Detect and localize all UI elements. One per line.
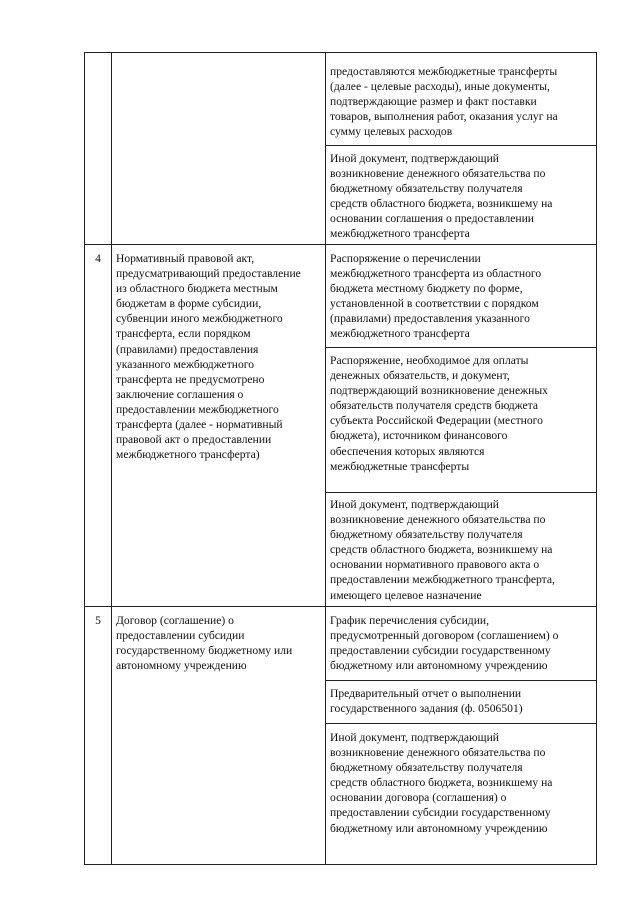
table-border-left (84, 52, 85, 864)
document-cell: График перечисления субсидии, предусмотренный договором (соглашением) о предоставлении субсидии государственному бюджетному или автономному учреждению (330, 614, 559, 673)
subrow-divider (325, 492, 597, 493)
document-cell: Иной документ, подтверждающий возникновение денежного обязательства по бюджетному обязательству получателя средств областного бюджета, возникшему на основании договора (соглашения) о предоставлении субсидии государственному бюджетному или автономному учреждению (330, 731, 553, 835)
table-border-right (596, 52, 597, 864)
document-cell: Распоряжение о перечислении межбюджетного трансферта из областного бюджета местному бюджету по форме, установленной в соответствии с порядком (правилами) предоставления указанного межбюджетного трансферта (330, 252, 542, 341)
subrow-divider (325, 680, 597, 681)
basis-cell: Договор (соглашение) о предоставлении субсидии государственному бюджетному или автономному учреждению (116, 614, 293, 673)
document-cell: Предварительный отчет о выполнении государственного задания (ф. 0506501) (330, 687, 523, 716)
document-cell: Распоряжение, необходимое для оплаты денежных обязательств, и документ, подтверждающий возникновение денежных обязательств получателя средств бюджета субъекта Российской Федерации (местного бюджета), источником финансового обеспечения которых являются межбюджетные трансферты (330, 354, 548, 473)
subrow-divider (325, 723, 597, 724)
document-cell: Иной документ, подтверждающий возникновение денежного обязательства по бюджетному обязательству получателя средств областного бюджета, возникшему на основании соглашения о предоставлении межбюджетного трансферта (330, 152, 553, 241)
subrow-divider (325, 145, 597, 146)
table-border-top (84, 52, 597, 53)
table-border-bottom (84, 864, 597, 865)
subrow-divider (325, 347, 597, 348)
row-number: 5 (95, 614, 101, 627)
basis-cell: Нормативный правовой акт, предусматривающий предоставление из областного бюджета местным бюджетам в форме субсидии, субвенции иного межбюджетного трансферта, если порядком (правилами) предоставления указанного межбюджетного трансферта не предусмотрено заключение соглашения о предоставлении межбюджетного трансферта (далее - нормативный правовой акт о предоставлении межбюджетного трансферта) (116, 252, 301, 462)
document-cell: Иной документ, подтверждающий возникновение денежного обязательства по бюджетному обязательству получателя средств областного бюджета, возникшему на основании нормативного правового акта о предоставлении межбюджетного трансферта, имеющего целевое назначение (330, 498, 555, 602)
row-divider (84, 606, 597, 607)
row-number: 4 (95, 252, 101, 265)
row-divider (84, 244, 597, 245)
document-cell: предоставляются межбюджетные трансферты (далее - целевые расходы), иные документы, подтверждающие размер и факт поставки товаров, выполнения работ, оказания услуг на сумму целевых расходов (330, 65, 558, 139)
